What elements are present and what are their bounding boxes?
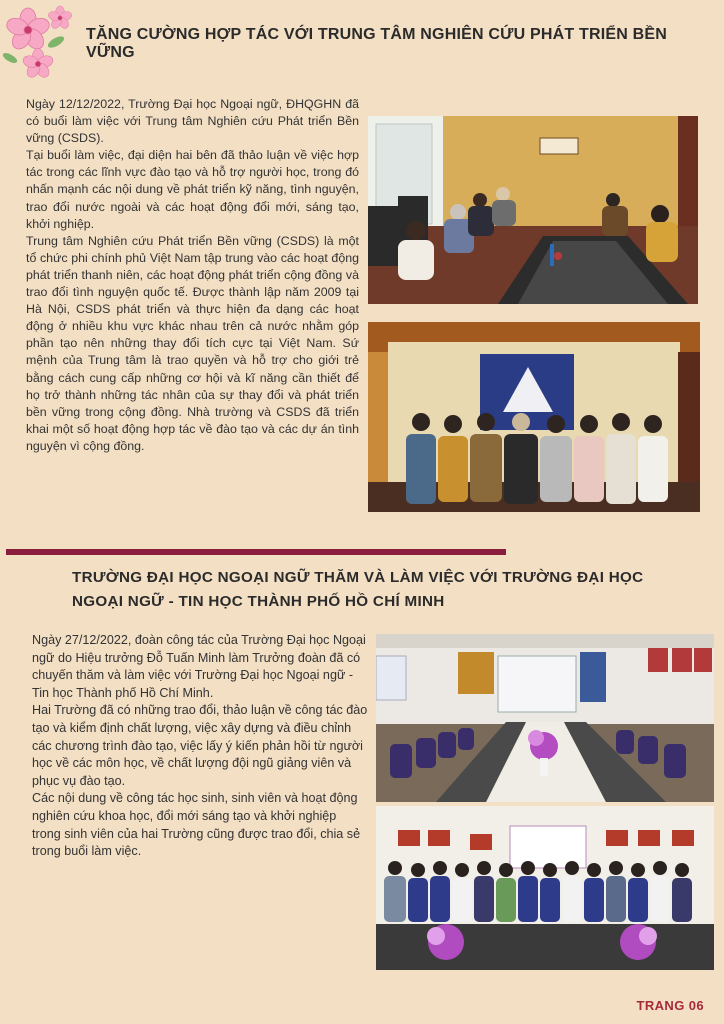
- section1-paragraph: Tại buổi làm việc, đại diện hai bên đã thảo luận về việc hợp tác trong các lĩnh vực đào tạo và hỗ trợ người học, trong đó nhấn mạnh các nội dung về phát triển kỹ năng, tình nguyện, trao đổi nước ngoài và các hoạt động đổi mới, sáng tạo, khởi nghiệp.: [26, 148, 359, 231]
- section-divider: [6, 549, 506, 555]
- section1-body: [26, 96, 359, 455]
- page-number: TRANG 06: [636, 998, 704, 1013]
- meeting-photo: [368, 116, 698, 304]
- section1-paragraph: Trung tâm Nghiên cứu Phát triển Bền vững (CSDS) là một tổ chức phi chính phủ Việt Nam tập trung vào các hoạt động phát triển thanh niên, các hoạt động phát triển cộng đồng và trao đổi tình nguyện quốc tế. Được thành lập năm 2009 tại Hà Nội, CSDS phát triển và thực hiện đa dạng các hoạt động ở nhiều khu vực khác nhau trên cả nước nhằm góp phần tạo nên những thay đổi tích cực tại Việt Nam. Sứ mệnh của Trung tâm là trao quyền và hỗ trợ cho giới trẻ bằng cách cung cấp những cơ hội và kĩ năng cần thiết để họ trở thành những tác nhân của sự thay đổi và phát triển bền vững trong cộng đồng. Nhà trường và CSDS đã triển khai một số hoạt động hợp tác về đào tạo và các dự án tình nguyện vì cộng đồng.: [26, 233, 359, 453]
- section2-title: [72, 566, 702, 614]
- section2-body: [32, 632, 368, 861]
- section2-paragraph: Ngày 27/12/2022, đoàn công tác của Trường Đại học Ngoại ngữ do Hiệu trưởng Đỗ Tuấn Minh làm Trưởng đoàn đã có chuyến thăm và làm việc với Trường Đại học Ngoại ngữ - Tin học Thành phố Hồ Chí Minh.: [32, 633, 366, 700]
- section1-title: TĂNG CƯỜNG HỢP TÁC VỚI TRUNG TÂM NGHIÊN CỨU PHÁT TRIỂN BỀN VỮNG: [86, 26, 668, 61]
- section2-paragraph: Hai Trường đã có những trao đổi, thảo luận về công tác đào tạo và kiểm định chất lượng, việc xây dựng và điều chỉnh các chương trình đào tạo, việc lấy ý kiến phản hồi từ người học về các môn học, về chất lượng đội ngũ giảng viên và phục vụ đào tạo.: [32, 703, 368, 788]
- section2-title-line1: TRƯỜNG ĐẠI HỌC NGOẠI NGỮ THĂM VÀ LÀM VIỆC VỚI TRƯỜNG ĐẠI HỌC: [72, 569, 644, 586]
- section2-title-line2: NGOẠI NGỮ - TIN HỌC THÀNH PHỐ HỒ CHÍ MINH: [72, 593, 445, 610]
- group-photo: [368, 322, 700, 512]
- conference-photo: [376, 634, 714, 802]
- section1-paragraph: Ngày 12/12/2022, Trường Đại học Ngoại ngữ, ĐHQGHN đã có buổi làm việc với Trung tâm Nghiên cứu Phát triển Bền vững (CSDS).: [26, 97, 359, 146]
- cherry-blossom-icon: [2, 2, 78, 82]
- group-photo-conference: [376, 806, 714, 970]
- section2-paragraph: Các nội dung về công tác học sinh, sinh viên và hoạt động nghiên cứu khoa học, đổi mới sáng tạo và khởi nghiệp trong sinh viên của hai Trường cũng được trao đổi, chia sẻ trong buổi làm việc.: [32, 791, 361, 859]
